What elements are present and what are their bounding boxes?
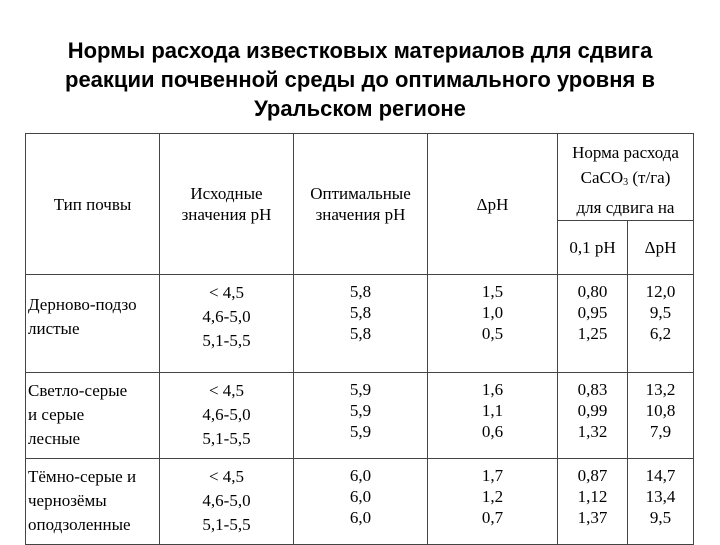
soil-type-line: листые [28,319,80,338]
initial-ph-cell [160,459,294,545]
norm-per-01-value: 0,87 [577,466,608,485]
norm-per-delta-value: 7,9 [649,422,672,441]
header-norm-line-3: для сдвига на [576,198,675,217]
norm-per-delta-value: 9,5 [649,303,672,322]
optimal-ph-value: 5,9 [349,422,372,441]
soil-type-line: лесные [28,429,81,448]
soil-type-cell [26,459,160,545]
norm-per-delta-value: 12,0 [645,282,676,301]
delta-ph-value: 0,5 [481,324,504,343]
header-initial-ph-line-2: значения рН [181,205,272,224]
delta-ph-value: 1,5 [481,282,504,301]
norm-per-01-value: 0,80 [577,282,608,301]
soil-type-line: оподзоленные [28,515,131,534]
title-line-1: Нормы расхода известковых материалов для сдвига [67,38,653,63]
optimal-ph-value: 6,0 [349,466,372,485]
header-norm-caco-text: СаСО [580,168,624,187]
header-optimal-ph-line-2: значения рН [315,205,406,224]
norm-per-delta-value: 13,4 [645,487,676,506]
table-row [26,459,694,545]
norm-per-01-value: 1,32 [577,422,608,441]
initial-ph-value: 4,6-5,0 [202,491,251,510]
initial-ph-value: < 4,5 [208,381,245,400]
norm-per-01-cell [558,459,628,545]
soil-type-line: Дерново-подзо [28,295,137,314]
initial-ph-value: 5,1-5,5 [202,429,251,448]
delta-ph-value: 1,6 [481,380,504,399]
soil-type-line: Тёмно-серые и [28,467,137,486]
header-soil-type: Тип почвы [26,134,160,275]
header-norm-unit: (т/га) [628,168,671,187]
page-title [0,36,720,123]
norm-per-01-value: 1,12 [577,487,608,506]
lime-norms-table [25,133,694,545]
header-norm-line-1: Норма расхода [572,143,679,162]
optimal-ph-value: 5,8 [349,303,372,322]
initial-ph-value: < 4,5 [208,467,245,486]
initial-ph-cell [160,275,294,373]
optimal-ph-value: 5,8 [349,282,372,301]
soil-type-line: и серые [28,405,85,424]
norm-per-delta-value: 10,8 [645,401,676,420]
norm-per-delta-value: 9,5 [649,508,672,527]
optimal-ph-value: 6,0 [349,508,372,527]
initial-ph-value: 4,6-5,0 [202,405,251,424]
delta-ph-cell [428,275,558,373]
header-norm-subscript: 3 [623,177,629,188]
norm-per-delta-cell [628,459,694,545]
norm-per-delta-cell [628,373,694,459]
header-optimal-ph [294,134,428,275]
norm-per-delta-value: 6,2 [649,324,672,343]
norm-per-01-cell [558,275,628,373]
norm-per-delta-cell [628,275,694,373]
header-delta-ph: ΔрН [428,134,558,275]
initial-ph-value: 5,1-5,5 [202,515,251,534]
delta-ph-value: 1,0 [481,303,504,322]
optimal-ph-cell [294,459,428,545]
table-row [26,373,694,459]
delta-ph-value: 1,2 [481,487,504,506]
optimal-ph-value: 5,9 [349,401,372,420]
initial-ph-cell [160,373,294,459]
delta-ph-value: 1,1 [481,401,504,420]
header-per-delta-ph: ΔрН [628,221,694,275]
delta-ph-cell [428,459,558,545]
norm-per-delta-value: 14,7 [645,466,676,485]
norm-per-01-cell [558,373,628,459]
soil-type-cell [26,275,160,373]
table-row [26,275,694,373]
initial-ph-value: 5,1-5,5 [202,331,251,350]
norm-per-01-value: 0,83 [577,380,608,399]
optimal-ph-cell [294,275,428,373]
initial-ph-value: < 4,5 [208,283,245,302]
optimal-ph-value: 5,8 [349,324,372,343]
optimal-ph-value: 5,9 [349,380,372,399]
optimal-ph-cell [294,373,428,459]
title-line-3: Уральском регионе [254,96,466,121]
delta-ph-value: 0,7 [481,508,504,527]
soil-type-line: чернозёмы [28,491,107,510]
header-norm [558,134,694,221]
header-optimal-ph-line-1: Оптимальные [310,184,411,203]
optimal-ph-value: 6,0 [349,487,372,506]
norm-per-01-value: 1,25 [577,324,608,343]
soil-type-line: Светло-серые [28,381,128,400]
delta-ph-value: 0,6 [481,422,504,441]
header-initial-ph [160,134,294,275]
header-norm-line-2 [558,165,693,195]
header-per-01-ph: 0,1 рН [558,221,628,275]
norm-per-01-value: 0,99 [577,401,608,420]
delta-ph-cell [428,373,558,459]
norm-per-delta-value: 13,2 [645,380,676,399]
header-initial-ph-line-1: Исходные [190,184,263,203]
delta-ph-value: 1,7 [481,466,504,485]
soil-type-cell [26,373,160,459]
initial-ph-value: 4,6-5,0 [202,307,251,326]
norm-per-01-value: 1,37 [577,508,608,527]
title-line-2: реакции почвенной среды до оптимального уровня в [65,67,655,92]
norm-per-01-value: 0,95 [577,303,608,322]
